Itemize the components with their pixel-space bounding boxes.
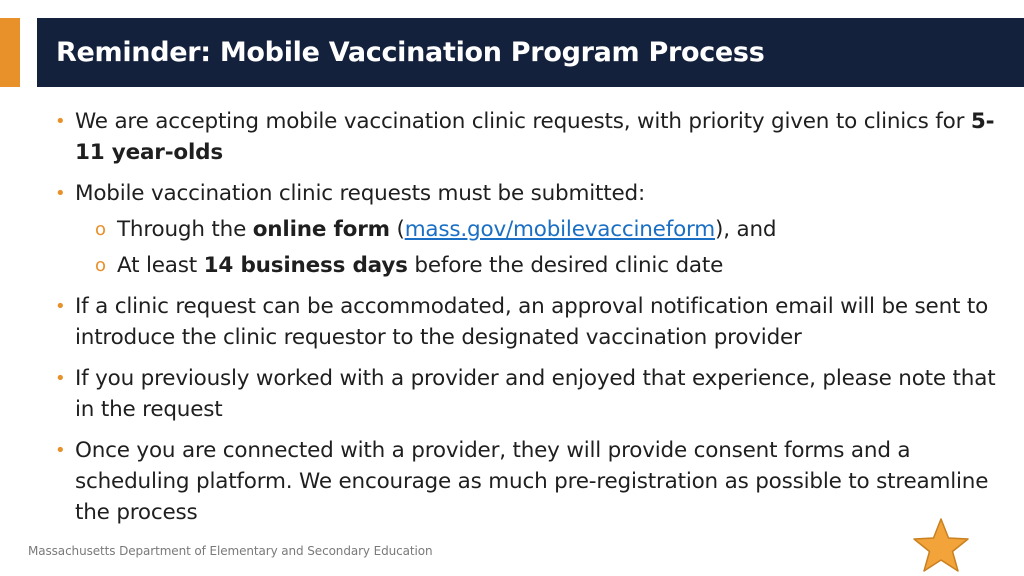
sub-bullet-item	[95, 250, 1005, 281]
bullet-text: If you previously worked with a provider and enjoyed that experience, please note that in the request	[75, 366, 996, 422]
bullet-text: Once you are connected with a provider, they will provide consent forms and a scheduling platform. We encourage as much pre-registration as possible to streamline the process	[75, 438, 989, 525]
mobile-vaccine-form-link[interactable]: mass.gov/mobilevaccineform	[404, 217, 716, 242]
sub-bullet-text: At least 14 business days before the desired clinic date	[117, 253, 724, 278]
bullet-dot-icon: •	[55, 296, 66, 317]
slide-content	[55, 106, 1005, 538]
slide-title: Reminder: Mobile Vaccination Program Process	[56, 37, 765, 68]
bullet-dot-icon: •	[55, 440, 66, 461]
bullet-item	[55, 363, 1005, 425]
bullet-dot-icon: •	[55, 183, 66, 204]
star-icon	[911, 517, 971, 575]
bullet-text: Mobile vaccination clinic requests must be submitted:	[75, 181, 645, 206]
title-bar	[37, 18, 1024, 87]
accent-bar	[0, 18, 20, 87]
sub-bullet-list	[55, 214, 1005, 281]
bullet-item	[55, 178, 1005, 209]
bullet-text: If a clinic request can be accommodated, an approval notification email will be sent to introduce the clinic requestor to the designated vaccination provider	[75, 294, 989, 350]
footer-text: Massachusetts Department of Elementary and Secondary Education	[28, 544, 433, 558]
sub-bullet-item	[95, 214, 1005, 245]
hollow-circle-icon: o	[95, 255, 106, 276]
hollow-circle-icon: o	[95, 219, 106, 240]
bullet-text: We are accepting mobile vaccination clinic requests, with priority given to clinics for 5-11 year-olds	[75, 109, 995, 165]
bullet-item	[55, 435, 1005, 528]
bullet-item	[55, 106, 1005, 168]
bullet-dot-icon: •	[55, 368, 66, 389]
bullet-item	[55, 291, 1005, 353]
bullet-dot-icon: •	[55, 111, 66, 132]
sub-bullet-text: Through the online form (mass.gov/mobilevaccineform), and	[117, 217, 777, 242]
